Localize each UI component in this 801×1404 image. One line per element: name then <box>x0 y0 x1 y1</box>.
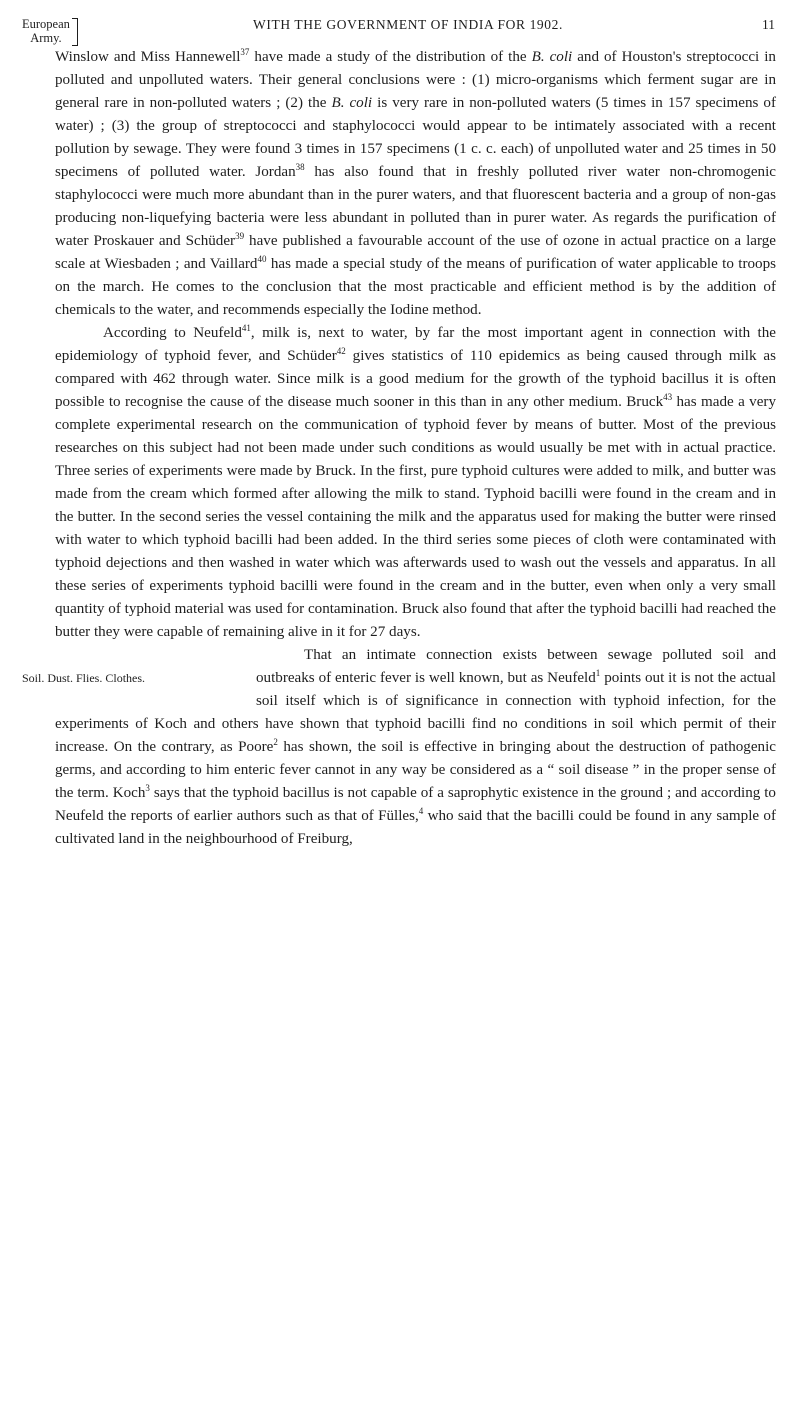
footnote-ref: 1 <box>595 668 601 678</box>
footnote-ref: 41 <box>241 323 251 333</box>
text-run: , milk is, next to water, by far the most important agent in connection with the epidemiology of typhoid fever, and Schüder <box>55 325 776 364</box>
text-run: Winslow and Miss Hannewell <box>55 49 241 65</box>
text-run: and of Houston's streptococci in polluted and unpolluted waters. Their general conclusions were : (1) micro-organisms which ferment sugar are in general rare in non-polluted waters ; (2) the <box>55 49 776 111</box>
paragraph-1 <box>55 46 776 322</box>
text-run: is very rare in non-polluted waters (5 times in 157 specimens of water) ; (3) the group of streptococci and staphylococci would appear to be intimately associated with a recent pollution by sewage. They were found 3 times in 157 specimens (1 c. c. each) of unpolluted water and 25 times in 50 specimens of polluted water. Jordan <box>55 95 776 180</box>
text-run: has shown, the soil is effective in bringing about the destruction of pathogenic germs, and according to him enteric fever cannot in any way be considered as a “ soil disease ” in the proper sense of the term. Koch <box>55 739 776 801</box>
side-label-line1: European <box>22 17 70 31</box>
side-label-line2: Army. <box>30 31 62 45</box>
footnote-ref: 2 <box>273 737 278 747</box>
footnote-ref: 38 <box>295 162 305 172</box>
italic-term: B. coli <box>531 49 573 65</box>
text-run: has also found that in freshly polluted river water non-chromogenic staphylococci were much more abundant than in the purer waters, and that fluorescent bacteria and a group of non-gas producing non-liquefying bacteria were less abundant in polluted than in purer water. As regards the purification of water Proskauer and Schüder <box>55 164 776 249</box>
text-run: That an intimate connection exists between sewage polluted soil and outbreaks of enteric fever is well known, but as Neufeld <box>256 647 776 686</box>
bracket-mark <box>72 18 78 46</box>
text-run: has made a special study of the means of purification of water applicable to troops on the march. He comes to the conclusion that the most practicable and efficient method is by the addition of chemicals to the water, and recommends especially the Iodine method. <box>55 256 776 318</box>
paragraph-3 <box>22 644 776 851</box>
text-run: has made a very complete experimental research on the communication of typhoid fever by means of butter. Most of the previous researches on this subject had not been made under such conditions as would usually be met with in actual practice. Three series of experiments were made by Bruck. In the first, pure typhoid cultures were added to milk, and butter was made from the cream which formed after allowing the milk to stand. Typhoid bacilli were found in the cream and in the butter. In the second series the vessel containing the milk and the apparatus used for making the butter were rinsed with water to which typhoid bacilli had been added. In the third series some pieces of cloth were contaminated with typhoid dejections and then washed in water which was afterwards used to wash out the vessels and apparatus. In all these series of experiments typhoid bacilli were found in the cream and in the butter, even when only a very small quantity of typhoid material was used for contamination. Bruck also found that after the typhoid bacilli had reached the butter they were capable of remaining alive in it for 27 days. <box>55 394 776 640</box>
footnote-ref: 43 <box>663 392 673 402</box>
running-head: WITH THE GOVERNMENT OF INDIA FOR 1902. <box>253 17 563 32</box>
footnote-ref: 4 <box>418 806 424 816</box>
body-text <box>22 46 777 851</box>
side-label-european-army <box>22 17 70 45</box>
footnote-ref: 3 <box>145 783 150 793</box>
text-run: gives statistics of 110 epidemics as being caused through milk as compared with 462 through water. Since milk is a good medium for the growth of the typhoid bacillus it is often possible to recognise the cause of the disease much sooner in this than in any other medium. Bruck <box>55 348 777 410</box>
text-run: have made a study of the distribution of the <box>249 49 532 65</box>
text-run: says that the typhoid bacillus is not capable of a saprophytic existence in the ground ; and according to Neufeld the reports of earlier authors such as that of Fülles, <box>55 785 776 824</box>
page-number: 11 <box>762 17 775 32</box>
margin-note: Soil. Dust. Flies. Clothes. <box>22 671 146 685</box>
footnote-ref: 39 <box>235 231 245 241</box>
text-run: points out it is not the actual soil itself which is of significance in connection with typhoid infection, for the experiments of Koch and others have shown that typhoid bacilli find no conditions in soil which permit of their increase. On the contrary, as Poore <box>55 670 776 755</box>
footnote-ref: 40 <box>257 254 267 264</box>
paragraph-2 <box>55 322 776 644</box>
text-run: who said that the bacilli could be found in any sample of cultivated land in the neighbourhood of Freiburg, <box>55 808 776 847</box>
footnote-ref: 37 <box>240 47 250 57</box>
italic-term: B. coli <box>331 95 373 111</box>
text-run: have published a favourable account of the use of ozone in actual practice on a large scale at Wiesbaden ; and Vaillard <box>55 233 776 272</box>
footnote-ref: 42 <box>336 346 346 356</box>
text-run: According to Neufeld <box>103 325 242 341</box>
